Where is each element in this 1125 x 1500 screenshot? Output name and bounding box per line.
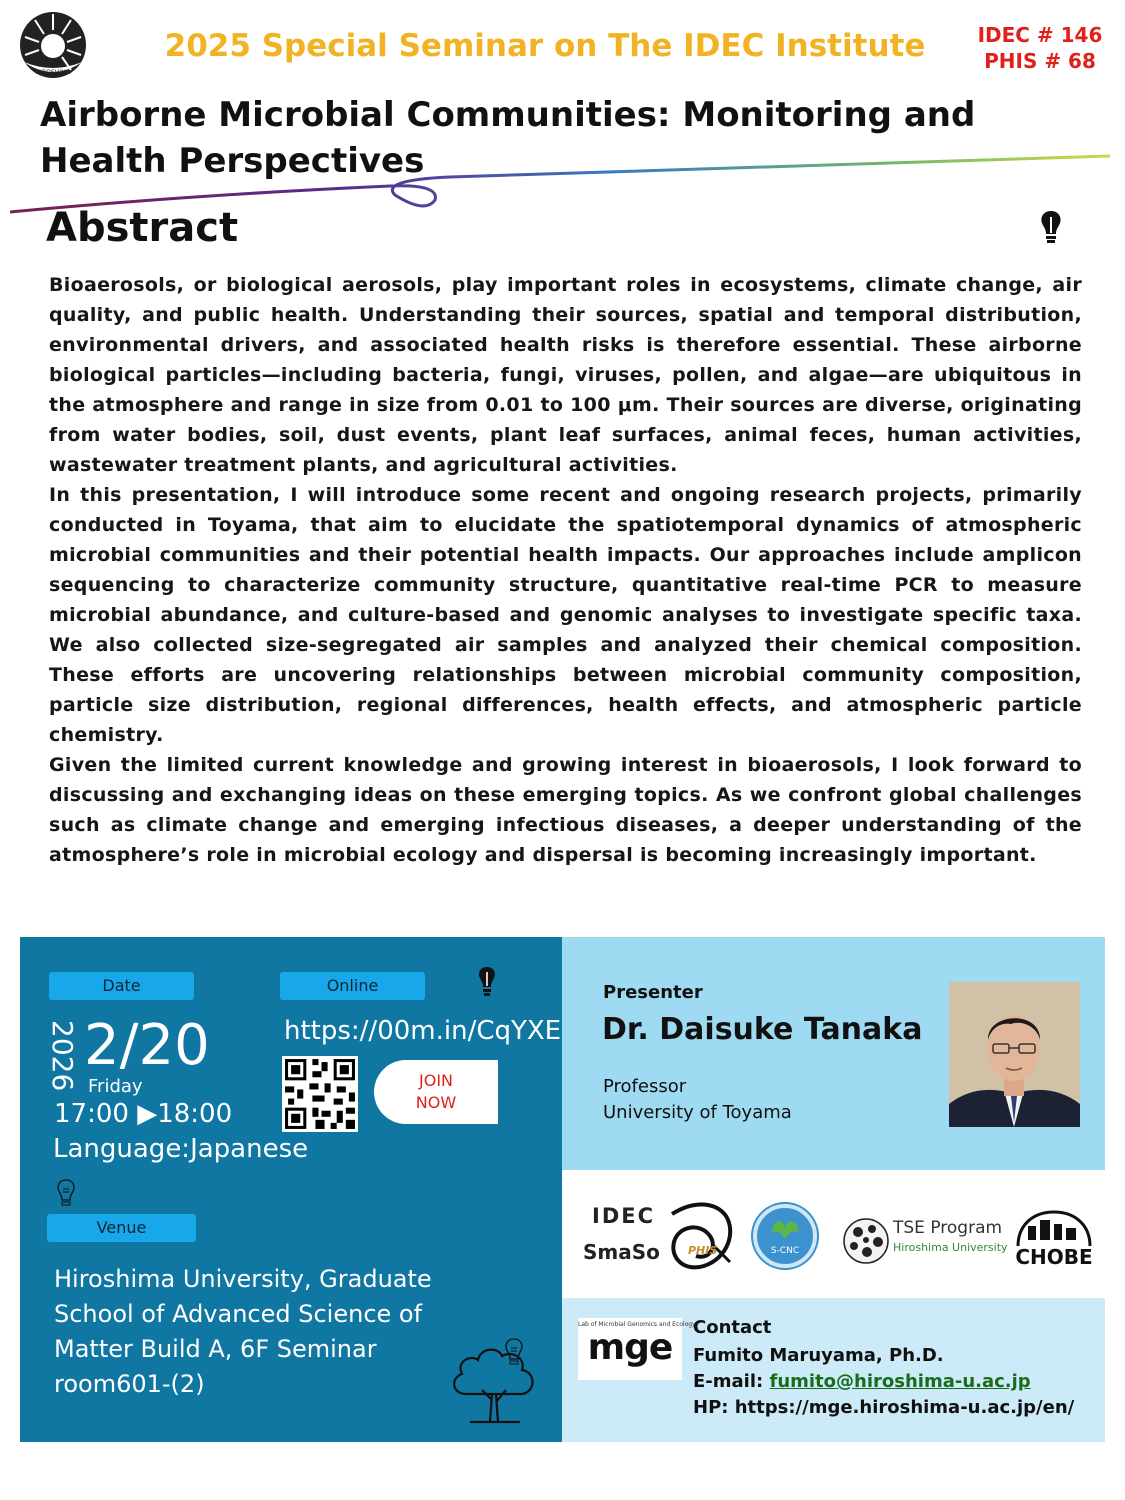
idec-number: IDEC # 146 [977, 23, 1103, 47]
hiroshima-university-logo [18, 10, 88, 80]
presenter-affiliation [603, 1074, 792, 1126]
abstract-paragraph: Given the limited current knowledge and growing interest in bioaerosols, I look forward to discussing and exchanging ideas on these emerging topics. As we confront global challenges such as climate change and emerging infectious diseases, a deeper understanding of the atmosphere’s role in microbial ecology and dispersal is becoming increasingly important. [49, 754, 1082, 866]
contact-email-row: E-mail: fumito@hiroshima-u.ac.jp [693, 1371, 1031, 1392]
presenter-label: Presenter [603, 982, 703, 1003]
event-time: 17:00 ▶18:00 [54, 1099, 233, 1129]
tree-icon [446, 1336, 542, 1426]
lightbulb-icon [1038, 209, 1064, 245]
svg-text:S-CNC: S-CNC [770, 1246, 800, 1256]
seminar-numbers [950, 22, 1125, 74]
mge-caption: Lab of Microbial Genomics and Ecology [578, 1321, 696, 1328]
contact-name: Fumito Maruyama, Ph.D. [693, 1345, 944, 1366]
lightbulb-outline-icon [56, 1179, 76, 1211]
date-label: Date [49, 972, 194, 1000]
tse-program-subtitle: Hiroshima University [893, 1241, 1008, 1254]
contact-label: Contact [693, 1317, 772, 1338]
presenter-name: Dr. Daisuke Tanaka [602, 1012, 923, 1047]
abstract-body [49, 270, 1082, 870]
idec-logo: IDEC [592, 1204, 656, 1228]
event-date: 2/20 [84, 1013, 210, 1078]
phis-logo [664, 1196, 738, 1274]
seminar-title: 2025 Special Seminar on The IDEC Institute [164, 28, 926, 64]
event-weekday: Friday [88, 1076, 143, 1097]
lightbulb-icon [477, 966, 497, 998]
qr-code[interactable] [282, 1056, 358, 1132]
tse-globe-icon [840, 1216, 892, 1266]
venue-label: Venue [47, 1214, 196, 1242]
venue-address: Hiroshima University, Graduate School of Advanced Science of Matter Build A, 6F Seminar room601-(2) [54, 1265, 432, 1398]
abstract-paragraph: In this presentation, I will introduce some recent and ongoing research projects, primarily conducted in Toyama, that aim to elucidate the spatiotemporal dynamics of atmospheric microbial communities and their potential health impacts. Our approaches include amplicon sequencing to characterize community structure, quantitative real-time PCR to measure microbial abundance, and culture-based and genomic analyses to investigate specific taxa. We also collected size-segregated air samples and analyzed their chemical composition. These efforts are uncovering relationships between microbial community composition, particle size distribution, regional differences, health effects, and atmospheric particle chemistry. [49, 484, 1082, 746]
event-language: Language:Japanese [53, 1134, 309, 1164]
presenter-photo [949, 982, 1080, 1127]
talk-title: Airborne Microbial Communities: Monitoring and Health Perspectives [40, 95, 976, 181]
mge-lab-logo [578, 1318, 696, 1380]
svg-text:CHOBE: CHOBE [1015, 1245, 1093, 1268]
join-now-button[interactable] [374, 1060, 498, 1124]
tse-program-title: TSE Program [893, 1218, 1003, 1238]
join-now-label: JOIN NOW [415, 1071, 457, 1112]
contact-homepage[interactable]: HP: https://mge.hiroshima-u.ac.jp/en/ [693, 1397, 1075, 1418]
abstract-paragraph: Bioaerosols, or biological aerosols, play important roles in ecosystems, climate change, air quality, and public health. Understanding their sources, spatial and temporal distribution, environmental drivers, and associated health risks is therefore essential. These airborne biological particles—including bacteria, fungi, viruses, pollen, and algae—are ubiquitous in the atmosphere and range in size from 0.01 to 100 μm. Their sources are diverse, originating from water bodies, soil, dust events, plant leaf surfaces, animal feces, human activities, wastewater treatment plants, and agricultural activities. [49, 274, 1082, 476]
presenter-university: University of Toyama [603, 1102, 792, 1123]
online-url-link[interactable]: https://00m.in/CqYXE [284, 1016, 562, 1046]
contact-details [693, 1343, 1074, 1421]
scnc-logo [748, 1199, 822, 1273]
contact-email-link[interactable]: fumito@hiroshima-u.ac.jp [769, 1371, 1031, 1392]
event-year-text: 2026 [46, 1020, 79, 1092]
mge-logo-text: mge [587, 1327, 673, 1368]
abstract-heading: Abstract [46, 205, 239, 251]
chobe-logo [1012, 1206, 1096, 1268]
smaso-logo: SmaSo [583, 1240, 660, 1264]
presenter-position: Professor [603, 1076, 687, 1097]
event-year [38, 1020, 84, 1092]
logo-text: HIROSHIMA [35, 69, 71, 76]
phis-number: PHIS # 68 [984, 49, 1096, 73]
svg-text:PHIS: PHIS [688, 1244, 718, 1257]
online-label: Online [280, 972, 425, 1000]
